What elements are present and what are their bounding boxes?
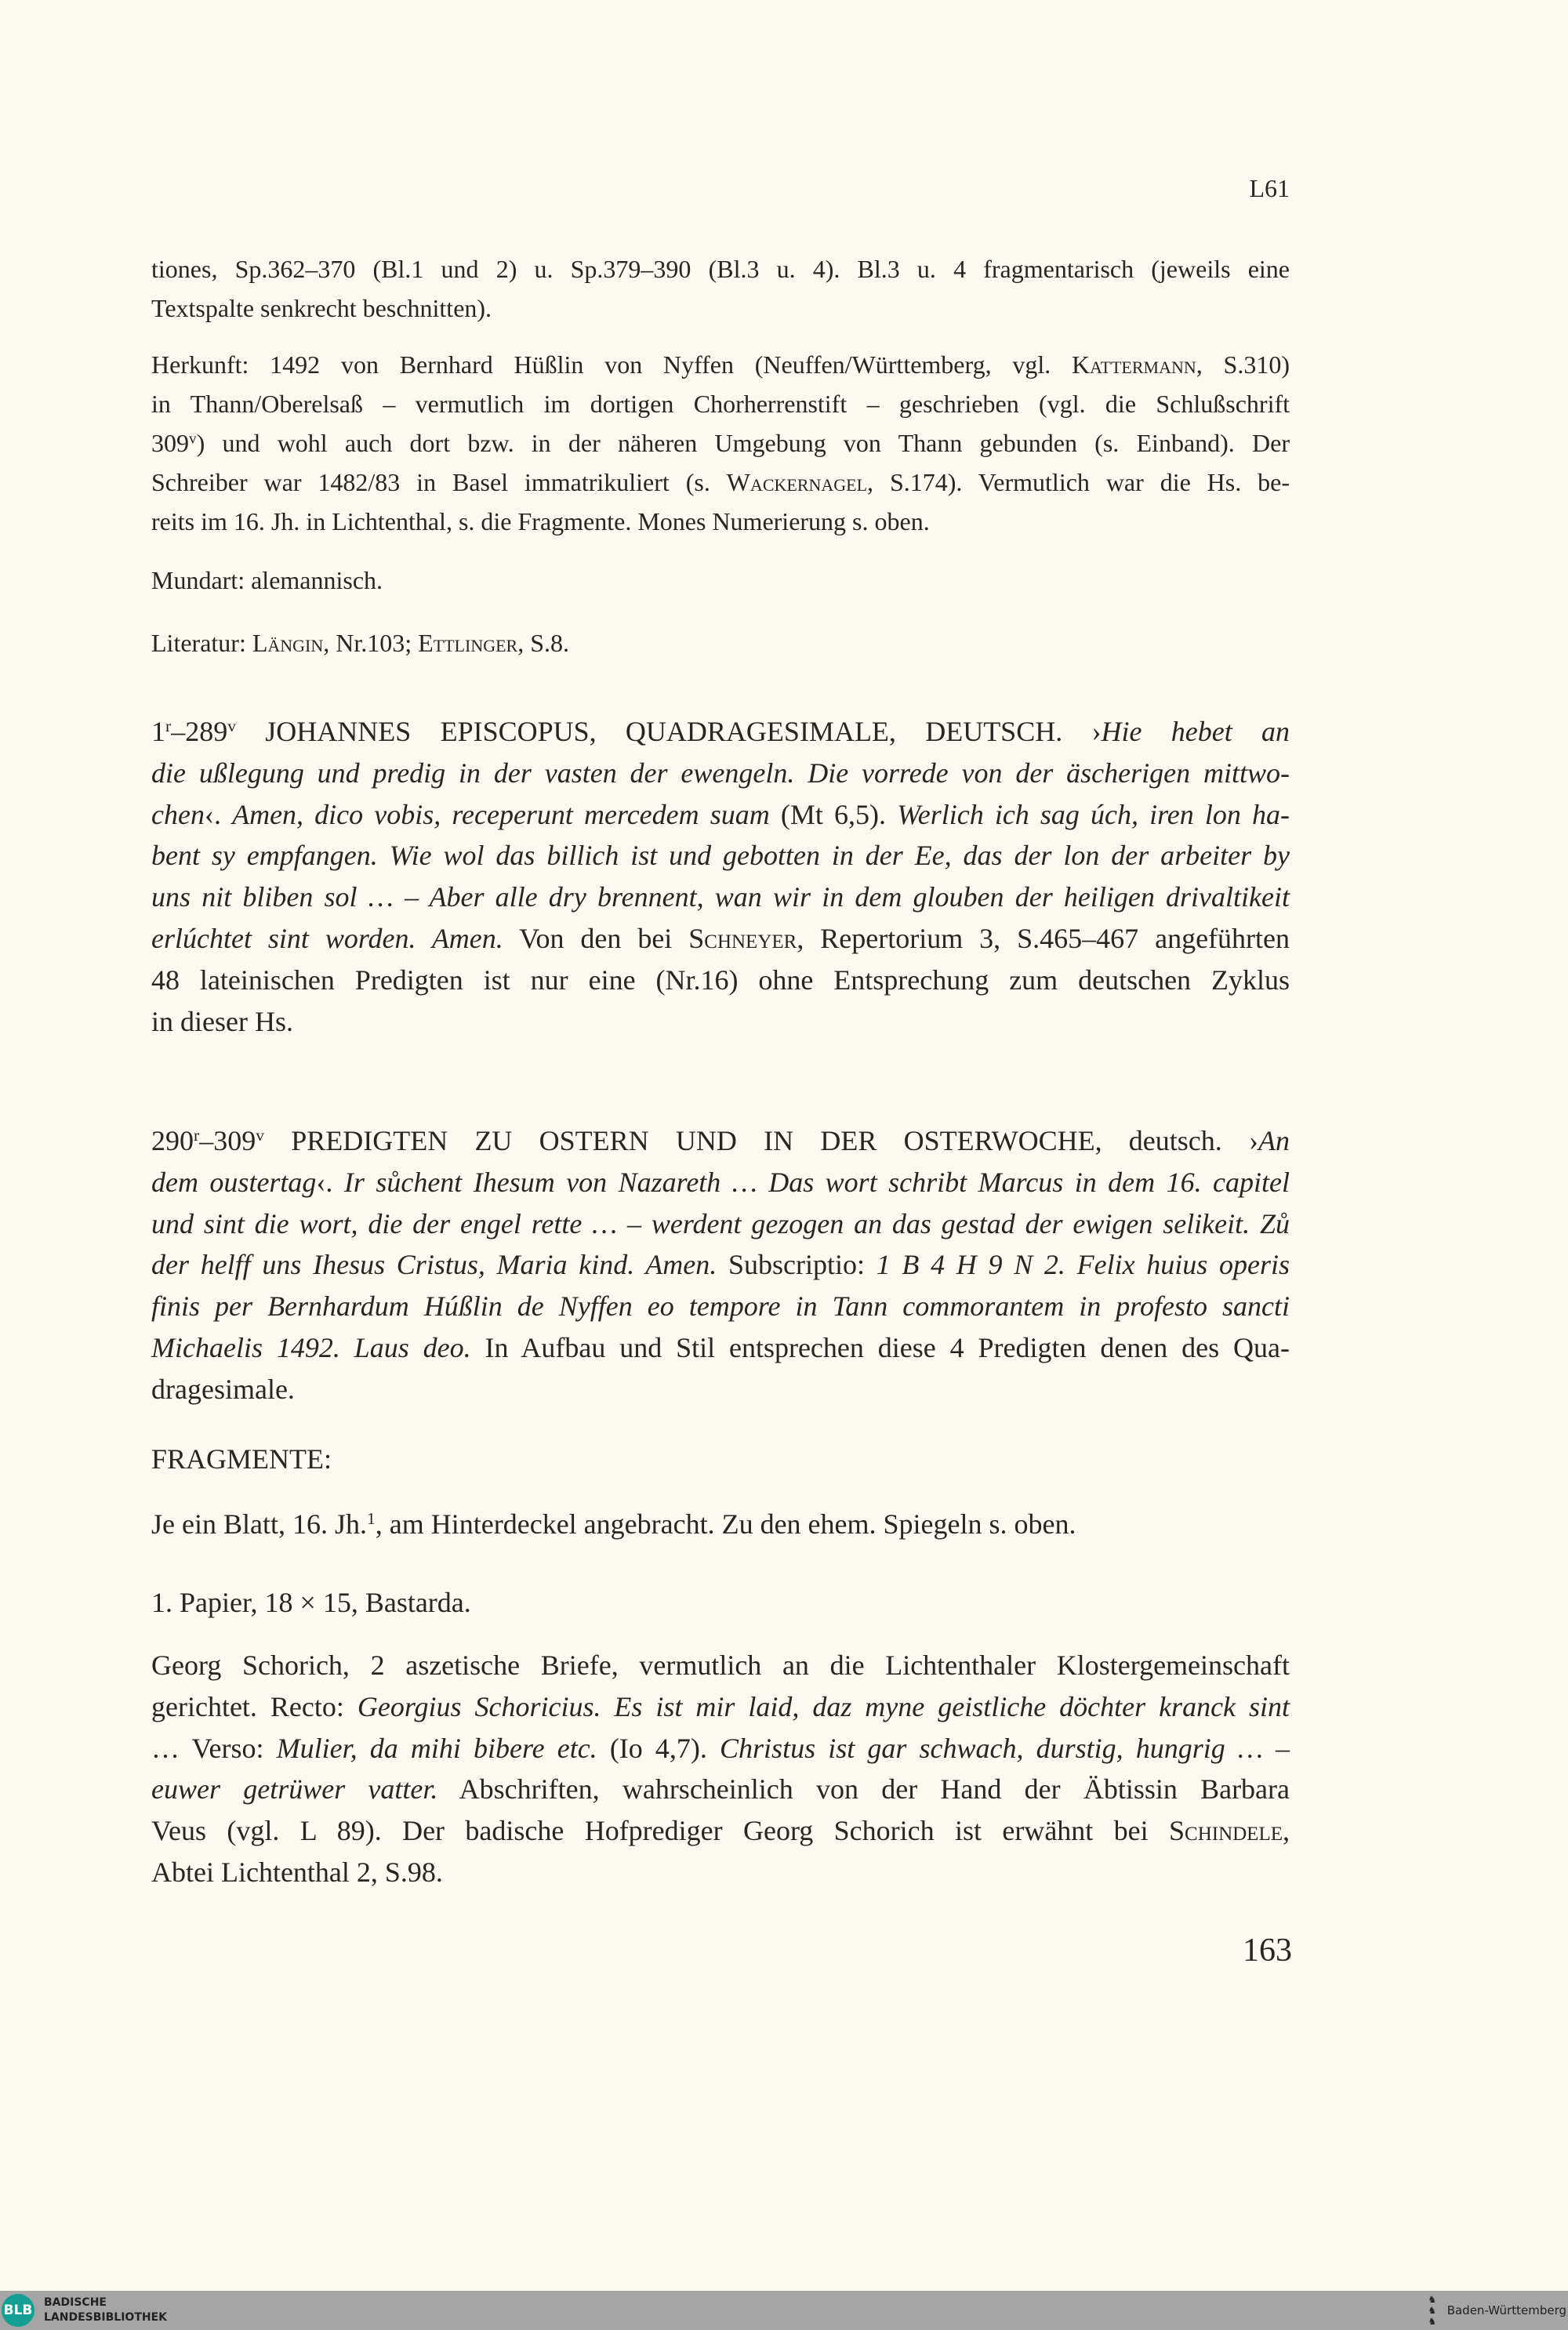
italic-text: euwer getrüwer vatter. (151, 1773, 438, 1806)
superscript: v (189, 430, 197, 448)
text-line (151, 876, 1290, 918)
text-line (151, 1810, 1290, 1852)
paragraph (151, 623, 1290, 662)
text-run: … Verso: (151, 1732, 277, 1764)
text-line (151, 1286, 1290, 1327)
library-name-line-1: BADISCHE (44, 2296, 107, 2309)
italic-text: Werlich ich sag úch, iren lon ha- (897, 798, 1290, 830)
text-line (151, 249, 1290, 289)
superscript: r (165, 717, 172, 736)
text-run: dragesimale. (151, 1373, 295, 1405)
text-run: ) und wohl auch dort bzw. in der näheren Umgebung von Thann gebunden (s. Einband). Der (196, 429, 1290, 457)
text-run: , (1283, 1815, 1290, 1847)
superscript: v (227, 717, 236, 736)
text-run: Herkunft: 1492 von Bernhard Hüßlin von Nyffen (Neuffen/Württemberg, vgl. (151, 350, 1072, 379)
viewer-footer-bar (0, 2291, 1568, 2330)
text-run: –309 (199, 1125, 256, 1156)
italic-text: Georgius Schoricius. Es ist mir laid, daz myne geistliche döchter kranck sint (357, 1690, 1290, 1722)
text-line (151, 1439, 1290, 1480)
text-line (151, 1645, 1290, 1686)
text-line (151, 711, 1290, 753)
text-line (151, 1504, 1290, 1545)
text-run: , Repertorium 3, S.465–467 angeführten (797, 922, 1290, 954)
text-run: , am Hinterdeckel angebracht. Zu den ehem. Spiegeln s. oben. (375, 1508, 1076, 1540)
text-run: Subscriptio: (717, 1249, 877, 1281)
italic-text: Michaelis 1492. Laus deo. (151, 1331, 471, 1363)
text-line (151, 423, 1290, 463)
paragraph (151, 1504, 1290, 1545)
text-run: Georg Schorich, 2 aszetische Briefe, vermutlich an die Lichtenthaler Klostergemeinschaft (151, 1650, 1290, 1681)
italic-text: finis per Bernhardum Húßlin de Nyffen eo tempore in Tann commorantem in profesto sancti (151, 1290, 1290, 1323)
text-run: , Nr.103; (323, 629, 419, 657)
text-line (151, 1686, 1290, 1728)
text-run: 48 lateinischen Predigten ist nur eine (Nr.16) ohne Entsprechung zum deutschen Zyklus (151, 964, 1290, 996)
italic-text: der helff uns Ihesus Cristus, Maria kind. Amen. (151, 1249, 717, 1281)
text-run: (Mt 6,5). (769, 798, 898, 830)
text-line (151, 1120, 1290, 1162)
paragraph (151, 561, 1290, 600)
paragraph (151, 711, 1290, 1042)
text-line (151, 623, 1290, 662)
superscript: 1 (366, 1509, 376, 1529)
text-run: in Thann/Oberelsaß – vermutlich im dortigen Chorherrenstift – geschrieben (vgl. die Schlußschrift (151, 390, 1290, 418)
text-line (151, 289, 1290, 328)
text-run: 290 (151, 1125, 194, 1156)
library-name[interactable] (44, 2296, 167, 2325)
italic-text: bent sy empfangen. Wie wol das billich ist und gebotten in der Ee, das der lon der arbeiter by (151, 840, 1290, 872)
text-line (151, 1369, 1290, 1410)
author-name: Schneyer (688, 922, 797, 954)
text-run: JOHANNES EPISCOPUS, QUADRAGESIMALE, DEUTSCH. › (236, 716, 1102, 747)
text-line (151, 918, 1290, 960)
text-line (151, 835, 1290, 876)
text-line (151, 1327, 1290, 1369)
text-run: , S.174). Vermutlich war die Hs. be- (867, 468, 1290, 496)
text-line (151, 1244, 1290, 1286)
text-line (151, 960, 1290, 1001)
text-line (151, 1001, 1290, 1043)
italic-text: 1 B 4 H 9 N 2. Felix huius operis (876, 1249, 1290, 1281)
text-run: Je ein Blatt, 16. Jh. (151, 1508, 367, 1540)
italic-text: Mulier, da mihi bibere etc. (276, 1732, 597, 1764)
paragraph (151, 1120, 1290, 1410)
paragraph (151, 1439, 1290, 1480)
author-name: Schindele (1169, 1815, 1283, 1847)
text-line (151, 1162, 1290, 1203)
text-line (151, 463, 1290, 502)
baden-wuerttemberg-logo[interactable] (1424, 2294, 1566, 2327)
italic-text: An (1258, 1125, 1290, 1156)
text-line (151, 794, 1290, 836)
italic-text: die ußlegung und predig in der vasten der ewengeln. Die vorrede von der äscherigen mittwo- (151, 757, 1290, 789)
author-name: Ettlinger (418, 629, 518, 657)
text-run: 1 (151, 716, 165, 747)
text-run: tiones, Sp.362–370 (Bl.1 und 2) u. Sp.379–390 (Bl.3 u. 4). Bl.3 u. 4 fragmentarisch (jeweils eine (151, 255, 1290, 283)
italic-text: uns nit bliben sol … – Aber alle dry brennent, wan wir in dem glouben der heiligen drivaltikeit (151, 881, 1290, 913)
italic-text: Amen, dico vobis, receperunt mercedem suam (232, 798, 770, 830)
paragraph (151, 249, 1290, 328)
text-run: in dieser Hs. (151, 1005, 293, 1037)
text-line (151, 561, 1290, 600)
blb-logo-icon[interactable]: BLB (2, 2294, 34, 2327)
text-run: , S.8. (517, 629, 570, 657)
text-run: Veus (vgl. L 89). Der badische Hofprediger Georg Schorich ist erwähnt bei (151, 1815, 1169, 1847)
italic-text: und sint die wort, die der engel rette … – werdent gezogen an das gestad der ewigen selikeit. Zů (151, 1207, 1290, 1239)
superscript: v (256, 1126, 264, 1145)
italic-text: erlúchtet sint worden. Amen. (151, 922, 503, 954)
superscript: r (194, 1126, 200, 1145)
text-run: Schreiber war 1482/83 in Basel immatrikuliert (s. (151, 468, 727, 496)
text-run: ‹. (204, 798, 233, 830)
state-name: Baden-Württemberg (1446, 2303, 1566, 2317)
text-run: Mundart: alemannisch. (151, 566, 383, 594)
text-line (151, 1769, 1290, 1810)
text-line (151, 1852, 1290, 1893)
text-run: (Io 4,7). (597, 1732, 720, 1764)
text-run: Von den bei (503, 922, 689, 954)
italic-text: Christus ist gar schwach, durstig, hungrig … – (720, 1732, 1290, 1764)
text-run: Literatur: (151, 629, 252, 657)
paragraph (151, 1582, 1290, 1624)
text-line (151, 345, 1290, 384)
page-number: 163 (1243, 1933, 1292, 1969)
text-run: Abschriften, wahrscheinlich von der Hand der Äbtissin Barbara (437, 1773, 1290, 1806)
text-run: , S.310) (1196, 350, 1290, 379)
paragraph (151, 1645, 1290, 1893)
text-line (151, 1203, 1290, 1245)
text-run: 309 (151, 429, 189, 457)
text-line (151, 1728, 1290, 1769)
running-head: L61 (1249, 174, 1290, 202)
paragraph (151, 345, 1290, 541)
text-line (151, 1582, 1290, 1624)
italic-text: dem oustertag (151, 1166, 317, 1198)
author-name: Wackernagel (726, 468, 868, 496)
text-line (151, 384, 1290, 423)
text-run: Textspalte senkrecht beschnitten). (151, 294, 492, 322)
author-name: Kattermann (1072, 350, 1196, 379)
text-run: 1. Papier, 18 × 15, Bastarda. (151, 1587, 471, 1618)
italic-text: Hie hebet an (1101, 716, 1290, 747)
text-run: gerichtet. Recto: (151, 1690, 358, 1722)
coat-of-arms-icon: ♞ ♞ ♞ (1428, 2294, 1437, 2327)
author-name: Längin (252, 629, 324, 657)
text-run: In Aufbau und Stil entsprechen diese 4 Predigten denen des Qua- (470, 1331, 1290, 1363)
text-run: FRAGMENTE: (151, 1443, 332, 1475)
text-run: Abtei Lichtenthal 2, S.98. (151, 1856, 443, 1888)
text-run: PREDIGTEN ZU OSTERN UND IN DER OSTERWOCHE, deutsch. › (264, 1125, 1258, 1156)
text-run: ‹. (316, 1166, 344, 1198)
text-run: reits im 16. Jh. in Lichtenthal, s. die Fragmente. Mones Numerierung s. oben. (151, 507, 930, 535)
text-line (151, 502, 1290, 541)
library-name-line-2: LANDESBIBLIOTHEK (44, 2311, 168, 2324)
italic-text: Ir sůchent Ihesum von Nazareth … Das wort schribt Marcus in dem 16. capitel (343, 1166, 1290, 1198)
text-line (151, 753, 1290, 794)
italic-text: chen (151, 798, 205, 830)
text-run: –289 (171, 716, 228, 747)
